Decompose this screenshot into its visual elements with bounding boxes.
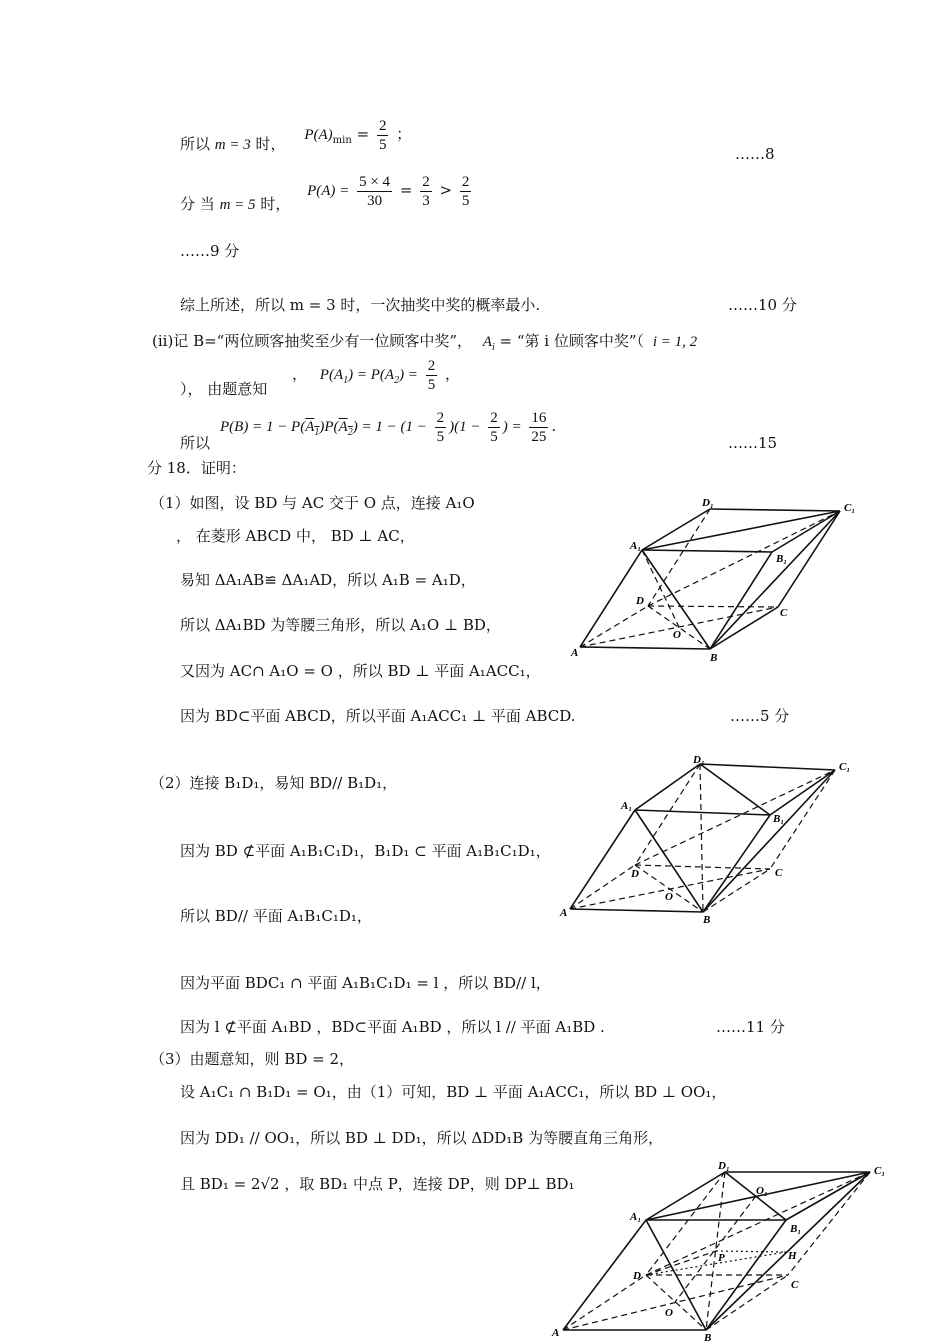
frac-20-30 (357, 173, 392, 210)
label-B1: B₁ (776, 553, 788, 565)
i-range: i = 1, 2 (652, 334, 698, 350)
edge (570, 909, 703, 912)
pb-label: 所以 (180, 434, 211, 452)
frac-num: 16 (531, 409, 547, 426)
edge (778, 511, 840, 607)
q18-header: 分 18．证明： (147, 459, 246, 477)
pb-mid2: )(1 − (449, 419, 481, 435)
dotted-line (646, 1252, 786, 1275)
pb-period: . (551, 417, 557, 435)
hidden-edge (646, 1172, 725, 1275)
score-11: ……11 分 (716, 1018, 785, 1036)
label-D: D (633, 1270, 641, 1282)
label-C: C (780, 607, 788, 619)
p2-line4: 因为平面 BDC₁ ∩ 平面 A₁B₁C₁D₁ = l ，所以 BD// l， (180, 974, 551, 992)
frac-2-5 (460, 173, 472, 210)
score-8: ……8 (735, 145, 775, 163)
figure-1-parallelepiped (560, 495, 870, 665)
score-10: ……10 分 (728, 296, 797, 314)
edge (580, 550, 642, 647)
edge (635, 764, 700, 810)
pa1-mid: ) = P(A (348, 367, 395, 383)
edge (642, 550, 772, 552)
frac-den: 5 (427, 376, 436, 393)
frac-den: 5 (436, 428, 445, 445)
part-ii-line2 (292, 354, 460, 401)
comma: ， (292, 365, 308, 383)
label-D1: D₁ (718, 1160, 730, 1172)
frac-den: 30 (367, 192, 383, 209)
case-m3-prefix: 所以 (180, 135, 211, 153)
p1-line4: 所以 ΔA₁BD 为等腰三角形，所以 A₁O ⊥ BD， (180, 616, 501, 634)
edge (642, 511, 840, 550)
edge (570, 810, 635, 909)
label-B: B (703, 914, 711, 926)
score-5: ……5 分 (730, 707, 790, 725)
hidden-edge (570, 869, 770, 909)
hidden-edge (700, 764, 703, 912)
case-m5-cond: m = 5 (219, 197, 256, 213)
frac-num: 2 (461, 173, 470, 190)
pa-min-tail: ； (396, 125, 412, 143)
score-15: ……15 (728, 434, 778, 452)
pa1-end: ) = (399, 367, 418, 383)
pa-lhs: P(A) = (307, 183, 350, 199)
case-m3-suffix: 时， (255, 135, 286, 153)
label-C: C (775, 867, 783, 879)
p3-line1: （3）由题意知，则 BD = 2， (150, 1050, 355, 1068)
ai-sub: i (491, 342, 495, 353)
p2-line2: 因为 BD ⊄平面 A₁B₁C₁D₁，B₁D₁ ⊂ 平面 A₁B₁C₁D₁， (180, 842, 551, 860)
frac-den: 25 (531, 428, 547, 445)
part-ii-intro: (ii)记 B=“两位顾客抽奖至少有一位顾客中奖”， (152, 332, 472, 350)
summary-text: 综上所述，所以 m = 3 时，一次抽奖中奖的概率最小. (180, 296, 541, 314)
hidden-edge (648, 606, 778, 607)
p2-line3: 所以 BD// 平面 A₁B₁C₁D₁， (180, 907, 372, 925)
label-D1: D₁ (693, 754, 705, 766)
pb-formula (220, 404, 556, 455)
p2-line1: （2）连接 B₁D₁，易知 BD// B₁D₁， (150, 774, 398, 792)
ai-letter: A (482, 334, 492, 350)
hidden-edge (646, 1275, 706, 1330)
pb-head: P(B) = 1 − P( (220, 419, 306, 435)
label-D: D (631, 868, 639, 880)
edge (770, 770, 835, 815)
label-C: C (791, 1279, 799, 1291)
p1-line6: 因为 BD⊂平面 ABCD，所以平面 A₁ACC₁ ⊥ 平面 ABCD. (180, 707, 576, 725)
edge (635, 810, 770, 815)
case-m5-prefix: 分 当 (180, 195, 215, 213)
ai-definition: = “第 i 位顾客中奖”（ (499, 332, 645, 350)
hidden-edge (648, 511, 840, 606)
eq-sign: = (399, 181, 413, 199)
frac-num: 2 (422, 173, 430, 190)
label-C1: C₁ (874, 1165, 886, 1177)
pb-end: ) = (502, 419, 522, 435)
label-O: O (665, 891, 673, 903)
pb-tail: ) = 1 − (1 − (352, 419, 427, 435)
label-A: A (571, 647, 579, 659)
label-B: B (710, 652, 718, 664)
frac-num: 2 (436, 409, 445, 426)
p1-line5: 又因为 AC∩ A₁O = O ，所以 BD ⊥ 平面 A₁ACC₁， (180, 662, 541, 680)
label-D: D (636, 595, 644, 607)
edge (700, 764, 835, 770)
figure-2-parallelepiped (555, 752, 865, 927)
edge (703, 815, 770, 912)
p3-line4: 且 BD₁ = 2√2 ，取 BD₁ 中点 P，连接 DP，则 DP⊥ BD₁ (180, 1175, 575, 1193)
label-B: B (704, 1332, 712, 1344)
p1-line1: （1）如图，设 BD 与 AC 交于 O 点，连接 A₁O (150, 494, 475, 512)
frac-16-25 (529, 409, 548, 446)
label-O: O (665, 1307, 673, 1319)
label-P: P (718, 1252, 725, 1264)
pb-mid: )P( (319, 419, 339, 435)
edge (710, 552, 772, 649)
frac-num: 5 × 4 (359, 173, 391, 190)
pa-min-sub: min (332, 135, 352, 146)
pa1-eq: $P(A_1) = P(A_2)$ = (319, 367, 418, 386)
label-B1: B₁ (790, 1223, 802, 1235)
edge (580, 647, 710, 649)
hidden-edge (635, 865, 703, 912)
a1-bar: $A_1$ (305, 419, 320, 438)
label-O: O (673, 629, 681, 641)
score-9: ……9 分 (180, 242, 240, 260)
frac-2-3 (420, 173, 432, 210)
label-A1: A₁ (621, 800, 633, 812)
ai-symbol (482, 334, 495, 353)
line-end: ， (445, 365, 461, 383)
label-D1: D₁ (702, 497, 714, 509)
label-A1: A₁ (630, 540, 642, 552)
p3-line2: 设 A₁C₁ ∩ B₁D₁ = O₁，由（1）可知，BD ⊥ 平面 A₁ACC₁，所以 BD ⊥ OO₁， (180, 1083, 727, 1101)
frac-num: 2 (378, 117, 387, 134)
p3-line3: 因为 DD₁ // OO₁，所以 BD ⊥ DD₁，所以 ΔDD₁B 为等腰直角三角形， (180, 1129, 664, 1147)
part-ii-line3: ）， 由题意知 (180, 380, 268, 398)
figure-3-parallelepiped (548, 1158, 893, 1343)
edge (646, 1172, 725, 1220)
case-m3-cond: m = 3 (214, 137, 251, 153)
p1-line2: ， 在菱形 ABCD 中， BD ⊥ AC， (176, 527, 415, 545)
frac-num: 2 (427, 357, 436, 374)
frac-den: 5 (490, 428, 498, 445)
case-m5-suffix: 时， (260, 195, 291, 213)
frac-2-5-min (377, 117, 389, 154)
frac-den: 5 (378, 136, 387, 153)
label-A: A (560, 907, 568, 919)
frac-num: 2 (490, 409, 498, 426)
hidden-edge (706, 1275, 788, 1330)
frac-den: 5 (461, 192, 470, 209)
pa-min-lhs: P(A) (304, 127, 333, 143)
frac-den: 3 (422, 192, 430, 209)
case-m5-line (180, 173, 474, 231)
edge (700, 764, 770, 815)
a2-bar: $A_2$ (338, 419, 353, 438)
p1-line3: 易知 ΔA₁AB≌ ΔA₁AD，所以 A₁B = A₁D， (180, 571, 476, 589)
hidden-edge (580, 606, 648, 647)
edge (703, 770, 835, 912)
hidden-edge (563, 1275, 646, 1330)
label-B1: B₁ (773, 813, 785, 825)
label-H: H (788, 1250, 797, 1262)
gt-sign: > (439, 181, 453, 199)
frac-2-5-b (488, 409, 500, 446)
label-C1: C₁ (839, 761, 851, 773)
pa-min-eq: = (356, 125, 370, 143)
label-O1: O₁ (756, 1185, 768, 1197)
pa1-head: P(A (319, 367, 344, 383)
frac-2-5-a (435, 409, 447, 446)
label-A1: A₁ (630, 1211, 642, 1223)
edge (710, 509, 840, 511)
hidden-edge (642, 550, 679, 627)
p2-line5: 因为 l ⊄平面 A₁BD ，BD⊂平面 A₁BD ，所以 l // 平面 A₁BD . (180, 1018, 605, 1036)
dotted-line (716, 1251, 786, 1252)
frac-2-5-pa (426, 357, 438, 394)
label-C1: C₁ (844, 502, 856, 514)
hidden-edge (648, 509, 710, 606)
label-A: A (552, 1327, 560, 1339)
edge (710, 511, 840, 649)
